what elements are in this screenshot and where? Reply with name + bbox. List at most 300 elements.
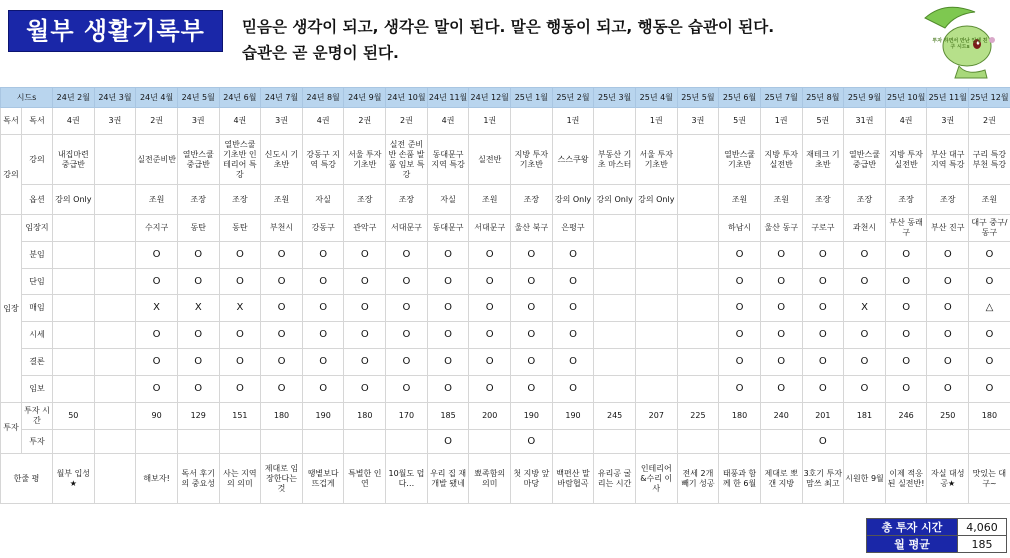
lecture-option-cell [677,185,719,215]
imjang-cell: O [885,349,927,376]
invest-time-cell: 201 [802,403,844,430]
imjang-cell: 하남시 [719,215,761,242]
motto-line-1: 믿음은 생각이 되고, 생각은 말이 된다. 말은 행동이 되고, 행동은 습관이 된다. [242,18,775,36]
imjang-cell [53,349,95,376]
reading-cell: 2권 [136,108,178,135]
review-cell: 땡볕보다 뜨겁게 [302,454,344,504]
imjang-cell: O [302,349,344,376]
reading-cell: 3권 [677,108,719,135]
imjang-cell: O [427,242,469,269]
month-header: 24년 4월 [136,88,178,108]
reading-cell: 4권 [302,108,344,135]
invest-row [1,430,1010,454]
imjang-cell: 대구 중구/동구 [969,215,1010,242]
lecture-course-cell: 서울 투자 기초반 [344,135,386,185]
invest-cell [136,430,178,454]
review-cell: 자실 대성공★ [927,454,969,504]
reading-cell [594,108,636,135]
lecture-option-cell: 강의 Only [552,185,594,215]
invest-cell: O [802,430,844,454]
imjang-cell: O [386,322,428,349]
month-header: 25년 11월 [927,88,969,108]
lecture-course-cell: 내집마련 중급반 [53,135,95,185]
totals-table [866,518,1007,553]
lecture-course-row [1,135,1010,185]
imjang-cell: X [136,295,178,322]
review-cell: 유리공 굴리는 시간 [594,454,636,504]
imjang-cell: 강동구 [302,215,344,242]
imjang-cell [594,215,636,242]
review-cell: 해보자! [136,454,178,504]
invest-time-cell: 181 [844,403,886,430]
month-header: 24년 9월 [344,88,386,108]
review-cell: 태풍과 함께 한 6월 [719,454,761,504]
month-header: 25년 2월 [552,88,594,108]
imjang-cell [53,322,95,349]
imjang-cell: O [760,295,802,322]
totals-row-avg [867,536,1007,553]
imjang-cell: 은평구 [552,215,594,242]
imjang-row [1,242,1010,269]
imjang-cell [594,349,636,376]
review-cell: 전세 2개 빼기 성공 [677,454,719,504]
lecture-course-cell: 재테크 기초반 [802,135,844,185]
reading-row [1,108,1010,135]
imjang-cell: O [219,269,261,295]
lecture-option-cell: 조원 [136,185,178,215]
total-time-value: 4,060 [958,519,1007,536]
lecture-course-cell: 열반스쿨 중급반 [844,135,886,185]
reading-cell: 1권 [552,108,594,135]
imjang-cell [94,322,136,349]
invest-time-cell: 180 [969,403,1010,430]
imjang-cell: 관악구 [344,215,386,242]
lecture-course-cell [677,135,719,185]
imjang-cell [94,295,136,322]
imjang-cell: X [219,295,261,322]
imjang-cell: O [802,376,844,403]
imjang-cell: O [885,295,927,322]
imjang-cell: O [969,242,1010,269]
imjang-row-label: 단임 [22,269,53,295]
imjang-cell: O [302,295,344,322]
invest-cell [885,430,927,454]
imjang-cell: O [219,322,261,349]
invest-time-row [1,403,1010,430]
month-header: 24년 5월 [177,88,219,108]
invest-cell [219,430,261,454]
imjang-cell: O [261,242,303,269]
reading-cell: 3권 [261,108,303,135]
review-cell: 월부 입성 ★ [53,454,95,504]
reading-cell: 4권 [53,108,95,135]
imjang-cell: O [136,269,178,295]
lecture-option-cell: 자실 [302,185,344,215]
monthly-avg-value: 185 [958,536,1007,553]
imjang-cell [635,349,677,376]
reading-cell [511,108,553,135]
imjang-cell: O [469,269,511,295]
lecture-option-cell: 조장 [219,185,261,215]
imjang-cell [53,269,95,295]
imjang-cell: O [719,376,761,403]
corner-cell: 시드s [1,88,53,108]
imjang-cell: O [177,322,219,349]
review-cell: 제대로 임장한다는 것 [261,454,303,504]
month-header: 24년 7월 [261,88,303,108]
lecture-option-cell: 조장 [511,185,553,215]
invest-cell [719,430,761,454]
imjang-cell: O [760,376,802,403]
lecture-course-cell: 부산 대구 지역 특강 [927,135,969,185]
invest-time-cell: 250 [927,403,969,430]
imjang-cell [677,242,719,269]
invest-time-cell: 245 [594,403,636,430]
invest-cell: O [427,430,469,454]
lecture-option-cell: 자실 [427,185,469,215]
lecture-option-row [1,185,1010,215]
imjang-cell: O [469,376,511,403]
month-header: 24년 10월 [386,88,428,108]
imjang-row-label: 분임 [22,242,53,269]
review-cell: 맛있는 대구~ [969,454,1010,504]
review-cell: 10월도 덥다… [386,454,428,504]
imjang-row [1,269,1010,295]
invest-time-cell: 151 [219,403,261,430]
imjang-row [1,322,1010,349]
lecture-course-cell: 동대문구 지역 특강 [427,135,469,185]
imjang-cell [53,215,95,242]
review-cell: 인테리어 &수리 이사 [635,454,677,504]
imjang-cell: O [927,269,969,295]
review-cell: 시원한 9월 [844,454,886,504]
imjang-cell: O [302,376,344,403]
lecture-course-label: 강의 [22,135,53,185]
review-cell: 우리 집 재개발 됐네 [427,454,469,504]
month-header: 25년 10월 [885,88,927,108]
invest-cell [594,430,636,454]
imjang-cell [94,215,136,242]
imjang-row [1,215,1010,242]
imjang-cell: O [386,295,428,322]
month-header: 25년 6월 [719,88,761,108]
reading-cell: 4권 [427,108,469,135]
reading-cell: 2권 [386,108,428,135]
imjang-cell: O [386,242,428,269]
reading-cell: 2권 [344,108,386,135]
imjang-cell [53,295,95,322]
lecture-option-cell: 조원 [969,185,1010,215]
imjang-cell: O [261,269,303,295]
imjang-cell: O [136,349,178,376]
imjang-cell: O [344,349,386,376]
lecture-course-cell [94,135,136,185]
imjang-cell: O [136,376,178,403]
review-cell: 특별한 인연 [344,454,386,504]
imjang-cell: 동대문구 [427,215,469,242]
review-cell [94,454,136,504]
imjang-cell [594,322,636,349]
imjang-cell: O [344,269,386,295]
invest-cell [53,430,95,454]
invest-label: 투자 [22,430,53,454]
record-table [0,87,1010,504]
imjang-cell: O [219,376,261,403]
imjang-cell [677,349,719,376]
imjang-cell [677,376,719,403]
imjang-cell: O [719,295,761,322]
month-header: 25년 5월 [677,88,719,108]
lecture-option-cell: 조원 [261,185,303,215]
month-header: 25년 8월 [802,88,844,108]
invest-time-cell [94,403,136,430]
imjang-cell: O [511,322,553,349]
imjang-cell [677,215,719,242]
lecture-option-cell: 조장 [927,185,969,215]
imjang-cell: O [302,269,344,295]
invest-time-cell: 50 [53,403,95,430]
monthly-avg-label: 월 평균 [867,536,958,553]
review-cell: 제대로 뽀갠 지방 [760,454,802,504]
imjang-cell: O [177,269,219,295]
imjang-cell: 울산 북구 [511,215,553,242]
review-label: 한줄 평 [1,454,53,504]
reading-cell: 4권 [219,108,261,135]
lecture-group-label: 강의 [1,135,22,215]
imjang-cell: O [969,322,1010,349]
lecture-course-cell: 지방 투자 기초반 [511,135,553,185]
reading-cell: 5권 [802,108,844,135]
imjang-cell: O [427,322,469,349]
imjang-cell: 부산 동래구 [885,215,927,242]
imjang-cell: O [427,349,469,376]
imjang-cell: O [844,322,886,349]
month-header: 24년 11월 [427,88,469,108]
imjang-cell [635,215,677,242]
lecture-course-cell: 서울 투자 기초반 [635,135,677,185]
invest-time-cell: 190 [302,403,344,430]
imjang-cell: 구로구 [802,215,844,242]
imjang-cell: 동탄 [219,215,261,242]
imjang-cell: O [552,269,594,295]
month-header: 25년 1월 [511,88,553,108]
lecture-course-cell: 실전 준비반 손품 발품 임보 특강 [386,135,428,185]
lecture-course-cell: 지방 투자 실전반 [885,135,927,185]
imjang-cell: O [844,349,886,376]
imjang-cell: O [219,242,261,269]
lecture-course-cell: 열반스쿨 중급반 [177,135,219,185]
imjang-cell [594,269,636,295]
imjang-cell: O [760,349,802,376]
lecture-course-cell: 구리 특강 부천 특강 [969,135,1010,185]
imjang-cell: O [969,376,1010,403]
invest-cell [552,430,594,454]
imjang-cell [635,269,677,295]
imjang-cell: O [427,269,469,295]
imjang-cell: O [511,295,553,322]
imjang-cell [677,322,719,349]
imjang-cell: O [802,242,844,269]
imjang-cell: O [552,349,594,376]
imjang-cell: O [302,322,344,349]
imjang-cell: O [552,295,594,322]
imjang-cell [53,376,95,403]
imjang-cell [94,376,136,403]
invest-time-label: 투자 시간 [22,403,53,430]
invest-time-cell: 190 [511,403,553,430]
invest-time-cell: 90 [136,403,178,430]
motto [242,14,774,66]
lecture-option-cell: 조원 [469,185,511,215]
invest-cell [844,430,886,454]
imjang-cell: 부천시 [261,215,303,242]
invest-cell [760,430,802,454]
imjang-cell [635,295,677,322]
imjang-row-label: 임보 [22,376,53,403]
lecture-option-cell: 강의 Only [594,185,636,215]
review-row [1,454,1010,504]
lecture-course-cell: 신도시 기초반 [261,135,303,185]
imjang-cell: X [177,295,219,322]
review-cell: 3호기 투자 맘쓰 최고 [802,454,844,504]
imjang-cell: O [511,242,553,269]
invest-time-cell: 225 [677,403,719,430]
imjang-row [1,376,1010,403]
reading-cell: 4권 [885,108,927,135]
month-header: 24년 12월 [469,88,511,108]
imjang-row-label: 매임 [22,295,53,322]
review-cell: 첫 지방 앞마당 [511,454,553,504]
invest-cell [677,430,719,454]
lecture-course-cell: 실전준비반 [136,135,178,185]
imjang-cell: O [969,349,1010,376]
lecture-option-cell: 조장 [386,185,428,215]
imjang-cell: 과천시 [844,215,886,242]
imjang-cell: O [219,349,261,376]
month-header: 25년 4월 [635,88,677,108]
imjang-cell: O [344,295,386,322]
imjang-cell: O [344,322,386,349]
imjang-cell: O [802,269,844,295]
lecture-option-cell: 조장 [844,185,886,215]
header-row [1,88,1010,108]
imjang-cell: O [136,242,178,269]
imjang-cell: 수지구 [136,215,178,242]
imjang-cell: O [386,376,428,403]
lecture-course-cell: 강동구 지역 특강 [302,135,344,185]
invest-time-cell: 180 [261,403,303,430]
imjang-cell: O [552,242,594,269]
reading-cell: 2권 [969,108,1010,135]
invest-time-cell: 207 [635,403,677,430]
month-header: 25년 3월 [594,88,636,108]
invest-cell [969,430,1010,454]
invest-time-cell: 180 [719,403,761,430]
invest-group-label: 투자 [1,403,22,454]
imjang-row [1,295,1010,322]
imjang-cell: 서대문구 [386,215,428,242]
lecture-option-cell: 조원 [719,185,761,215]
invest-cell: O [511,430,553,454]
imjang-cell: O [885,376,927,403]
lecture-course-cell: 지방 투자 실전반 [760,135,802,185]
month-header: 25년 12월 [969,88,1010,108]
imjang-cell: O [885,322,927,349]
reading-cell: 5권 [719,108,761,135]
imjang-cell: O [927,322,969,349]
lecture-option-cell: 조원 [760,185,802,215]
review-cell: 백편산 말바람협곡 [552,454,594,504]
imjang-cell: O [885,269,927,295]
review-cell: 뾰족함의 의미 [469,454,511,504]
imjang-cell: O [511,269,553,295]
lecture-course-cell: 열반스쿨 기초반 인테리어 특강 [219,135,261,185]
invest-cell [344,430,386,454]
month-header: 24년 2월 [53,88,95,108]
review-cell: 사는 지역의 의미 [219,454,261,504]
invest-time-cell: 200 [469,403,511,430]
imjang-cell: O [844,242,886,269]
review-cell: 독서 후기의 중요성 [177,454,219,504]
lecture-option-cell: 조장 [344,185,386,215]
imjang-cell: O [386,269,428,295]
month-header: 25년 7월 [760,88,802,108]
imjang-cell: O [344,376,386,403]
reading-group-label: 독서 [1,108,22,135]
lecture-course-cell: 열반스쿨 기초반 [719,135,761,185]
invest-cell [177,430,219,454]
invest-time-cell: 180 [344,403,386,430]
imjang-cell: O [969,269,1010,295]
invest-cell [386,430,428,454]
review-cell: 이제 적응된 실전반! [885,454,927,504]
invest-cell [635,430,677,454]
lecture-option-label: 옵션 [22,185,53,215]
imjang-cell [53,242,95,269]
imjang-cell: 부산 진구 [927,215,969,242]
imjang-cell: O [802,322,844,349]
reading-label: 독서 [22,108,53,135]
imjang-cell: O [719,349,761,376]
lecture-option-cell [94,185,136,215]
month-header: 24년 6월 [219,88,261,108]
reading-cell: 3권 [177,108,219,135]
imjang-cell [594,295,636,322]
imjang-cell: O [261,349,303,376]
imjang-cell: O [177,242,219,269]
reading-cell: 3권 [94,108,136,135]
invest-cell [94,430,136,454]
imjang-row [1,349,1010,376]
reading-cell: 31권 [844,108,886,135]
lecture-option-cell: 강의 Only [635,185,677,215]
imjang-cell: O [177,376,219,403]
invest-time-cell: 170 [386,403,428,430]
imjang-cell: O [760,322,802,349]
imjang-cell [635,322,677,349]
lecture-option-cell: 강의 Only [53,185,95,215]
invest-cell [469,430,511,454]
total-time-label: 총 투자 시간 [867,519,958,536]
imjang-cell: O [927,242,969,269]
imjang-cell: O [719,242,761,269]
imjang-cell: O [261,322,303,349]
imjang-cell: O [552,322,594,349]
imjang-cell: O [719,322,761,349]
imjang-cell: O [344,242,386,269]
invest-time-cell: 246 [885,403,927,430]
imjang-cell: △ [969,295,1010,322]
